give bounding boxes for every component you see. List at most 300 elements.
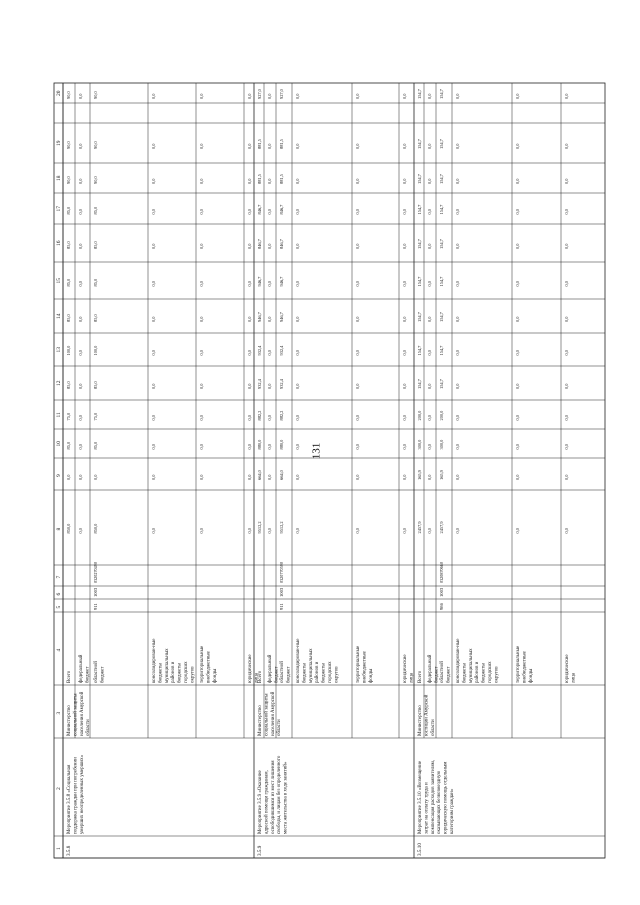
value-cell: 0,0 (427, 415, 432, 421)
value-cell: 85,0 (93, 241, 98, 249)
value-cell: 0,0 (151, 444, 156, 450)
source-name: консолидирован-ные (456, 638, 461, 683)
source-name: районов и (315, 661, 321, 683)
column-number: 17 (56, 206, 62, 212)
measure-text: Мероприятие 3.5.10 «Возмещение (418, 760, 423, 834)
value-cell: 0,0 (295, 474, 300, 480)
column-number: 11 (56, 412, 62, 418)
value-cell: 300,0 (417, 439, 422, 450)
value-cell: 90,0 (66, 141, 71, 149)
value-cell: 0,0 (427, 383, 432, 389)
column-number: 1 (56, 847, 62, 850)
value-cell: 0,0 (355, 143, 360, 149)
executor-text: Министерство (418, 705, 423, 736)
value-cell: 881,5 (279, 174, 284, 184)
value-cell: 154,7 (417, 204, 422, 215)
column-number: 14 (56, 313, 62, 319)
column-number: 18 (56, 175, 62, 181)
value-cell: 0,0 (151, 178, 156, 184)
column-number: 5 (56, 605, 62, 609)
source-name: бюджет (434, 666, 440, 683)
measure-text: освободившимся из мест лишения (270, 760, 276, 834)
value-cell: 0,0 (151, 93, 156, 99)
value-cell: 0,0 (455, 474, 460, 480)
value-cell: 0,0 (247, 209, 252, 215)
source-name: бюджет (100, 666, 106, 683)
value-cell: 0,0 (78, 350, 83, 356)
source-name: консолидирован-ные (152, 638, 157, 683)
value-cell: 0,0 (267, 528, 272, 534)
value-cell: 0,0 (455, 415, 460, 421)
column-number: 19 (56, 140, 62, 146)
column-number: 6 (56, 592, 62, 596)
value-cell: 0,0 (295, 93, 300, 99)
executor-text: Министерство (67, 705, 72, 736)
value-cell: 9512,2 (257, 521, 262, 534)
value-cell: 0,0 (78, 281, 83, 287)
value-cell: 0,0 (355, 93, 360, 99)
value-cell: 0,0 (515, 474, 520, 480)
value-cell: 0,0 (564, 209, 569, 215)
code-cell: 1003 (93, 587, 98, 597)
value-cell: 154,7 (417, 276, 422, 287)
value-cell: 880,0 (257, 439, 262, 450)
value-cell: 0,0 (151, 316, 156, 322)
measure-text: компенсация расходов заявителям, (430, 759, 436, 834)
value-cell: 0,0 (78, 209, 83, 215)
value-cell: 0,0 (295, 178, 300, 184)
value-cell: 881,5 (257, 174, 262, 184)
value-cell: 0,0 (515, 415, 520, 421)
value-cell: 154,7 (417, 379, 422, 389)
value-cell: 0,0 (564, 528, 569, 534)
value-cell: 0,0 (402, 528, 407, 534)
code-cell: 1003 (279, 587, 284, 597)
value-cell: 0,0 (355, 528, 360, 534)
source-name: лица (254, 672, 260, 683)
code-cell: 0320870660 (439, 562, 444, 583)
value-cell: 85,0 (93, 441, 98, 450)
value-cell: 0,0 (151, 243, 156, 249)
value-cell: 0,0 (515, 243, 520, 249)
measure-text: места жительства в ходе занятий» (283, 761, 289, 834)
value-cell: 0,0 (355, 474, 360, 480)
value-cell: 0,0 (199, 209, 204, 215)
value-cell: 85,0 (66, 278, 71, 287)
value-cell: 0,0 (515, 528, 520, 534)
value-cell: 850,0 (66, 523, 71, 534)
value-cell: 0,0 (564, 415, 569, 421)
source-name: бюджет (85, 666, 91, 683)
value-cell: 0,0 (78, 178, 83, 184)
value-cell: 2457,9 (439, 521, 444, 534)
value-cell: 154,7 (439, 379, 444, 389)
value-cell: 0,0 (267, 474, 272, 480)
executor-text: социальной защиты (73, 693, 79, 736)
column-number: 10 (56, 441, 62, 447)
value-cell: 932,4 (257, 345, 262, 356)
value-cell: 0,0 (267, 281, 272, 287)
value-cell: 882,2 (257, 410, 262, 421)
column-number: 12 (56, 380, 62, 386)
value-cell: 0,0 (515, 93, 520, 99)
code-cell: 1003 (439, 587, 444, 597)
value-cell: 85,0 (93, 278, 98, 287)
value-cell: 0,0 (455, 178, 460, 184)
value-cell: 0,0 (402, 444, 407, 450)
value-cell: 0,0 (199, 415, 204, 421)
value-cell: 0,0 (455, 316, 460, 322)
source-name: юридические (248, 654, 253, 683)
value-cell: 0,0 (402, 93, 407, 99)
value-cell: 0,0 (295, 383, 300, 389)
value-cell: 0,0 (455, 209, 460, 215)
measure-text: поддержка граждан при погребении (73, 757, 79, 834)
value-cell: 0,0 (402, 178, 407, 184)
value-cell: 0,0 (267, 93, 272, 99)
value-cell: 0,0 (295, 316, 300, 322)
measure-text: Мероприятие 3.5.8 «Социальная (67, 764, 72, 834)
code-cell: 0320270490 (93, 562, 98, 583)
value-cell: 0,0 (295, 415, 300, 421)
executor-text: области (277, 719, 283, 736)
value-cell: 0,0 (355, 350, 360, 356)
executor-text: населения Амурской (79, 691, 85, 736)
value-cell: 0,0 (78, 528, 83, 534)
value-cell: 0,0 (267, 316, 272, 322)
value-cell: 154,7 (439, 276, 444, 287)
value-cell: 0,0 (402, 316, 407, 322)
value-cell: 0,0 (515, 350, 520, 356)
executor-text: области (430, 719, 436, 736)
source-name: муниципальных (468, 648, 474, 683)
source-name: бюджеты (177, 663, 183, 683)
value-cell: 90,0 (93, 141, 98, 149)
value-cell: 0,0 (515, 383, 520, 389)
value-cell: 932,4 (257, 379, 262, 389)
value-cell: 85,0 (66, 381, 71, 389)
value-cell: 0,0 (78, 383, 83, 389)
value-cell: 0,0 (199, 281, 204, 287)
source-name: федеральный (428, 654, 433, 683)
value-cell: 932,4 (279, 345, 284, 356)
value-cell: 0,0 (455, 93, 460, 99)
source-name: городских (328, 661, 333, 683)
source-name: фонды (528, 668, 534, 683)
value-cell: 0,0 (455, 528, 460, 534)
value-cell: 0,0 (402, 474, 407, 480)
value-cell: 0,0 (247, 474, 252, 480)
value-cell: 154,7 (439, 89, 444, 99)
value-cell: 0,0 (564, 350, 569, 356)
row-number: 3.5.8 (66, 845, 72, 856)
value-cell: 154,7 (439, 174, 444, 184)
source-name: фонды (368, 668, 374, 683)
source-name: Всего (418, 670, 423, 683)
value-cell: 0,0 (564, 383, 569, 389)
value-cell: 0,0 (355, 316, 360, 322)
value-cell: 154,7 (439, 345, 444, 356)
value-cell: 0,0 (564, 93, 569, 99)
source-name: областной (94, 661, 99, 683)
value-cell: 0,0 (402, 350, 407, 356)
value-cell: 85,0 (66, 314, 71, 322)
value-cell: 0,0 (427, 143, 432, 149)
column-number: 9 (56, 474, 62, 477)
value-cell: 154,7 (417, 345, 422, 356)
column-number: 15 (56, 278, 62, 284)
source-name: бюджет (274, 666, 280, 683)
value-cell: 0,0 (564, 444, 569, 450)
value-cell: 0,0 (427, 281, 432, 287)
source-name: юридические (403, 654, 408, 683)
value-cell: 9512,2 (279, 521, 284, 534)
column-number: 4 (56, 648, 62, 652)
value-cell: 0,0 (455, 444, 460, 450)
value-cell: 100,0 (93, 345, 98, 356)
value-cell: 0,0 (427, 528, 432, 534)
value-cell: 0,0 (66, 474, 71, 480)
value-cell: 0,0 (78, 415, 83, 421)
value-cell: 0,0 (455, 281, 460, 287)
value-cell: 90,0 (66, 176, 71, 184)
column-number: 7 (56, 575, 62, 579)
measure-text: оказывающих безвозмездную (437, 770, 443, 834)
executor-text: населения Амурской (270, 691, 276, 736)
value-cell: 0,0 (427, 93, 432, 99)
value-cell: 300,0 (439, 439, 444, 450)
value-cell: 0,0 (267, 243, 272, 249)
column-number: 3 (56, 711, 62, 715)
value-cell: 0,0 (199, 178, 204, 184)
source-name: бюджеты (158, 663, 164, 683)
source-name: округов (494, 666, 500, 683)
value-cell: 946,7 (279, 312, 284, 322)
value-cell: 846,7 (279, 204, 284, 215)
value-cell: 200,0 (439, 410, 444, 421)
value-cell: 75,0 (93, 412, 98, 421)
value-cell: 846,7 (257, 239, 262, 249)
value-cell: 0,0 (247, 93, 252, 99)
value-cell: 0,0 (267, 415, 272, 421)
value-cell: 0,0 (427, 243, 432, 249)
value-cell: 0,0 (247, 243, 252, 249)
value-cell: 0,0 (402, 383, 407, 389)
executor-text: Министерство (258, 705, 263, 736)
value-cell: 0,0 (93, 474, 98, 480)
source-name: фонды (212, 668, 218, 683)
value-cell: 165,9 (439, 470, 444, 480)
value-cell: 0,0 (402, 243, 407, 249)
value-cell: 85,0 (66, 206, 71, 215)
value-cell: 154,7 (417, 139, 422, 149)
value-cell: 0,0 (247, 143, 252, 149)
value-cell: 154,7 (417, 312, 422, 322)
value-cell: 0,0 (355, 415, 360, 421)
value-cell: 0,0 (267, 178, 272, 184)
source-name: лица (409, 672, 415, 683)
value-cell: 0,0 (427, 316, 432, 322)
value-cell: 0,0 (267, 350, 272, 356)
value-cell: 154,7 (439, 204, 444, 215)
value-cell: 0,0 (515, 143, 520, 149)
value-cell: 0,0 (295, 243, 300, 249)
source-name: округов (190, 666, 196, 683)
value-cell: 0,0 (247, 350, 252, 356)
value-cell: 882,2 (279, 410, 284, 421)
source-name: внебюджетные (522, 651, 528, 683)
source-name: федеральный (79, 654, 84, 683)
value-cell: 0,0 (455, 383, 460, 389)
value-cell: 90,0 (66, 91, 71, 99)
column-number: 16 (56, 240, 62, 246)
value-cell: 927,0 (279, 89, 284, 99)
value-cell: 0,0 (427, 178, 432, 184)
column-number: 20 (56, 90, 62, 96)
value-cell: 85,0 (93, 206, 98, 215)
value-cell: 154,7 (417, 239, 422, 249)
executor-text: области (86, 719, 92, 736)
value-cell: 946,7 (257, 312, 262, 322)
source-name: внебюджетные (362, 651, 368, 683)
value-cell: 0,0 (247, 178, 252, 184)
value-cell: 880,0 (279, 439, 284, 450)
value-cell: 0,0 (455, 243, 460, 249)
value-cell: 0,0 (267, 143, 272, 149)
source-name: бюджеты (481, 663, 487, 683)
value-cell: 0,0 (355, 281, 360, 287)
table-frame (54, 83, 605, 858)
value-cell: 0,0 (355, 209, 360, 215)
value-cell: 100,0 (66, 345, 71, 356)
source-name: Всего (67, 670, 72, 683)
value-cell: 0,0 (564, 474, 569, 480)
value-cell: 0,0 (295, 528, 300, 534)
source-name: областной (440, 661, 445, 683)
value-cell: 0,0 (151, 474, 156, 480)
value-cell: 0,0 (247, 383, 252, 389)
value-cell: 0,0 (199, 444, 204, 450)
value-cell: 0,0 (564, 316, 569, 322)
value-cell: 0,0 (295, 350, 300, 356)
value-cell: 0,0 (564, 281, 569, 287)
source-name: внебюджетные (206, 651, 212, 683)
value-cell: 0,0 (564, 178, 569, 184)
value-cell: 0,0 (78, 444, 83, 450)
source-name: юридические (565, 654, 570, 683)
value-cell: 0,0 (78, 143, 83, 149)
value-cell: 165,9 (417, 470, 422, 480)
value-cell: 0,0 (199, 350, 204, 356)
source-name: городских (488, 661, 493, 683)
value-cell: 154,7 (439, 239, 444, 249)
value-cell: 0,0 (515, 316, 520, 322)
value-cell: 0,0 (295, 281, 300, 287)
measure-text: адресной помощи гражданам, (264, 770, 270, 834)
value-cell: 0,0 (355, 178, 360, 184)
value-cell: 0,0 (199, 93, 204, 99)
value-cell: 664,0 (257, 470, 262, 480)
value-cell: 881,5 (257, 139, 262, 149)
measure-text: категориям граждан» (450, 788, 455, 834)
value-cell: 154,7 (439, 312, 444, 322)
value-cell: 90,0 (93, 176, 98, 184)
value-cell: 75,0 (66, 412, 71, 421)
source-name: бюджет (286, 666, 292, 683)
measure-text: свободы, и лицам без определенного (277, 755, 283, 834)
value-cell: 154,7 (417, 174, 422, 184)
value-cell: 946,7 (279, 276, 284, 287)
measure-text: умерших неопределенных умерших» (79, 754, 85, 834)
value-cell: 0,0 (564, 243, 569, 249)
source-name: Всего (258, 670, 263, 683)
value-cell: 0,0 (199, 383, 204, 389)
value-cell: 881,5 (279, 139, 284, 149)
value-cell: 0,0 (151, 415, 156, 421)
row-number: 3.5.9 (257, 845, 263, 856)
source-name: федеральный (268, 654, 273, 683)
value-cell: 0,0 (199, 243, 204, 249)
value-cell: 946,7 (257, 276, 262, 287)
value-cell: 0,0 (427, 474, 432, 480)
value-cell: 0,0 (151, 383, 156, 389)
value-cell: 0,0 (515, 281, 520, 287)
value-cell: 0,0 (564, 143, 569, 149)
value-cell: 0,0 (427, 209, 432, 215)
source-name: территориальные (516, 645, 521, 683)
value-cell: 90,0 (93, 91, 98, 99)
value-cell: 85,0 (93, 381, 98, 389)
value-cell: 927,0 (257, 89, 262, 99)
column-number: 8 (56, 527, 62, 531)
code-cell: 911 (93, 603, 98, 610)
measure-text: затрат на оплату труда и (424, 782, 430, 834)
value-cell: 0,0 (267, 444, 272, 450)
value-cell: 0,0 (402, 415, 407, 421)
source-name: консолидирован-ные (296, 638, 301, 683)
value-cell: 664,0 (279, 470, 284, 480)
source-name: городских (184, 661, 189, 683)
value-cell: 0,0 (199, 474, 204, 480)
value-cell: 0,0 (295, 444, 300, 450)
value-cell: 154,7 (417, 89, 422, 99)
source-name: бюджеты (302, 663, 308, 683)
measure-text: Мероприятие 3.5.9 «Оказание (258, 770, 263, 834)
value-cell: 0,0 (151, 143, 156, 149)
value-cell: 0,0 (355, 444, 360, 450)
executor-text: социальной защиты (264, 693, 270, 736)
value-cell: 0,0 (355, 383, 360, 389)
source-name: территориальные (356, 645, 361, 683)
value-cell: 85,0 (66, 441, 71, 450)
value-cell: 0,0 (78, 93, 83, 99)
page-number-text: 131 (310, 442, 322, 460)
value-cell: 0,0 (199, 316, 204, 322)
column-number: 2 (56, 787, 62, 790)
value-cell: 0,0 (247, 444, 252, 450)
executor-text: юстиции Амурской (424, 694, 430, 736)
value-cell: 0,0 (515, 444, 520, 450)
column-number: 13 (56, 347, 62, 353)
value-cell: 200,0 (417, 410, 422, 421)
value-cell: 0,0 (515, 209, 520, 215)
value-cell: 0,0 (247, 316, 252, 322)
source-name: территориальные (200, 645, 205, 683)
value-cell: 0,0 (151, 350, 156, 356)
source-name: округов (334, 666, 340, 683)
value-cell: 0,0 (151, 528, 156, 534)
value-cell: 0,0 (247, 528, 252, 534)
